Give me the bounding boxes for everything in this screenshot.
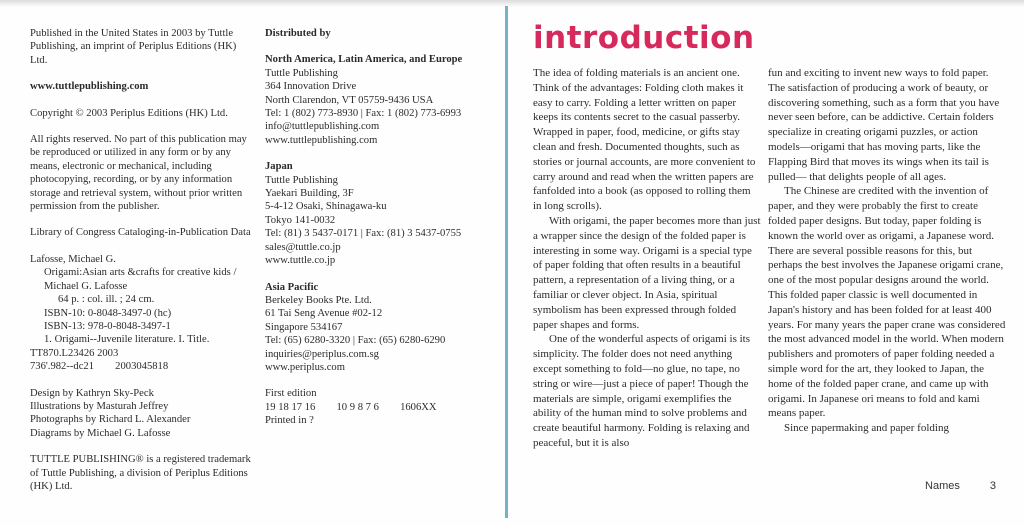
cip-line: TT870.L23426 2003 [30, 347, 119, 359]
cip-line: 736'.982--dc21 2003045818 [30, 361, 169, 373]
page-number: 3 [989, 480, 996, 492]
region-heading: Asia Pacific [265, 281, 319, 293]
rights-text: All rights reserved. No part of this publication may be reproduced or utilized in any form or by any means, electronic or mechanical, including photocopying, recording, or by any information storage and retrieval system, without prior written permission from the publisher. [30, 134, 247, 213]
printed-in-line: Printed in ? [265, 415, 314, 427]
address-line: Tuttle Publishing [265, 174, 338, 186]
edition-block [265, 387, 493, 427]
cip-line: Lafosse, Michael G. [30, 253, 116, 265]
copyright-column [30, 27, 254, 506]
intro-paragraph: The Chinese are credited with the invention of paper, and they were probably the first to create folded paper designs. But today, paper folding is known the world over as origami, a Japanese word. There are several possible reasons for this, but perhaps the best involves the Japanese origami crane, one of the most popular designs around the world. This folded paper classic is well documented in Japan's history and has been folded for at least 400 years. For many years the paper crane was considered the most advanced model in the world. When modern publishers and promoters of paper folding needed a simple word for the art, they looked to Japan, the home of the folded paper crane, and came up with origami. In Japanese ori means to fold and kami means paper. [768, 185, 1006, 420]
intro-paragraph: fun and exciting to invent new ways to fold paper. The satisfaction of producing a work of beauty, or discovering something, such as a form that you have never seen before, can be addictive. Certain folders specialize in creating origami puzzles, or action models—origami that has moving parts, like the Flapping Bird that moves its wings when its tail is pulled— that delights people of all ages. [768, 67, 1000, 183]
phone-fax-line: Tel: 1 (802) 773-8930 | Fax: 1 (802) 773-6993 [265, 108, 462, 120]
cip-block [30, 253, 254, 374]
intro-paragraph: Since papermaking and paper folding [784, 422, 949, 435]
address-line: Singapore 534167 [265, 321, 343, 333]
running-footer [925, 480, 996, 492]
distributor-north-america [265, 53, 493, 147]
email-line: info@tuttlepublishing.com [265, 121, 380, 133]
cip-line-isbn13: ISBN-13: 978-0-8048-3497-1 [44, 320, 171, 332]
page-divider-rule [505, 6, 508, 518]
phone-fax-line: Tel: (65) 6280-3320 | Fax: (65) 6280-6290 [265, 335, 446, 347]
credit-illustrations: Illustrations by Masturah Jeffrey [30, 400, 169, 412]
address-line: North Clarendon, VT 05759-9436 USA [265, 94, 434, 106]
phone-fax-line: Tel: (81) 3 5437-0171 | Fax: (81) 3 5437-0755 [265, 228, 462, 240]
distributed-by-heading: Distributed by [265, 28, 331, 39]
credit-photographs: Photographs by Richard L. Alexander [30, 414, 191, 426]
loc-heading: Library of Congress Cataloging-in-Publication Data [30, 227, 251, 239]
address-line: Yaekari Building, 3F [265, 188, 354, 200]
website-line: www.periplus.com [265, 361, 345, 373]
footer-section-label: Names [925, 480, 960, 492]
address-line: 5-4-12 Osaki, Shinagawa-ku [265, 201, 387, 213]
intro-column-1 [533, 66, 761, 451]
distributor-japan [265, 160, 493, 267]
cip-line: Michael G. Lafosse [44, 280, 128, 292]
publisher-website: www.tuttlepublishing.com [30, 81, 149, 93]
distributor-asia-pacific [265, 281, 493, 375]
website-line: www.tuttlepublishing.com [265, 134, 378, 146]
address-line: Berkeley Books Pte. Ltd. [265, 294, 372, 306]
address-line: Tuttle Publishing [265, 67, 338, 79]
cip-line: 64 p. : col. ill. ; 24 cm. [58, 294, 155, 306]
intro-paragraph: The idea of folding materials is an ancient one. Think of the advantages: Folding cloth makes it easy to carry. Folding a letter written on paper keeps its contents secret to the casual passerby. Wrapped in paper, food, medicine, or gifts stay clean and fresh. Documented thoughts, such as stories or journal accounts, are more convenient to carry around and read when the written papers are fanfolded into a book (as opposed to rolling them in long scrolls). [533, 67, 756, 213]
intro-column-2 [768, 66, 1006, 436]
credit-diagrams: Diagrams by Michael G. Lafosse [30, 427, 171, 439]
email-line: inquiries@periplus.com.sg [265, 348, 379, 360]
intro-paragraph: One of the wonderful aspects of origami is its simplicity. The folder does not need anything except something to fold—no glue, no tape, no string or wire—just a piece of paper! Though the materials are simple, origami exemplifies the ability of the human mind to solve problems and create beautiful harmony. Folding is relaxing and peaceful, but it is also [533, 333, 751, 449]
scan-edge-shadow [0, 0, 1024, 7]
chapter-title: introduction [533, 20, 755, 56]
region-heading: North America, Latin America, and Europe [265, 54, 463, 66]
cip-line: Origami:Asian arts &crafts for creative kids / [44, 267, 237, 279]
address-line: Tokyo 141-0032 [265, 214, 336, 226]
distribution-column [265, 27, 493, 441]
email-line: sales@tuttle.co.jp [265, 241, 341, 253]
address-line: 61 Tai Seng Avenue #02-12 [265, 308, 383, 320]
credits-block [30, 387, 254, 441]
region-heading: Japan [265, 161, 293, 173]
credit-design: Design by Kathryn Sky-Peck [30, 387, 154, 399]
cip-line-isbn10: ISBN-10: 0-8048-3497-0 (hc) [44, 307, 172, 319]
address-line: 364 Innovation Drive [265, 81, 357, 93]
trademark-text: TUTTLE PUBLISHING® is a registered trademark of Tuttle Publishing, a division of Periplus Editions (HK) Ltd. [30, 454, 251, 492]
edition-line: First edition [265, 388, 317, 400]
print-run-numbers: 19 18 17 16 10 9 8 7 6 1606XX [265, 401, 437, 413]
cip-line: 1. Origami--Juvenile literature. I. Title. [44, 334, 210, 346]
website-line: www.tuttle.co.jp [265, 255, 336, 267]
published-text: Published in the United States in 2003 by Tuttle Publishing, an imprint of Periplus Editions (HK) Ltd. [30, 28, 237, 66]
intro-paragraph: With origami, the paper becomes more than just a wrapper since the design of the folded paper is interesting in some way. Origami is a special type of paper folding that often results in a beautiful pattern, a representation of a living thing, or a familiar or clever object. In Asia, spiritual symbolism has been expressed through folded paper shapes and forms. [533, 214, 761, 331]
copyright-text: Copyright © 2003 Periplus Editions (HK) Ltd. [30, 107, 228, 119]
